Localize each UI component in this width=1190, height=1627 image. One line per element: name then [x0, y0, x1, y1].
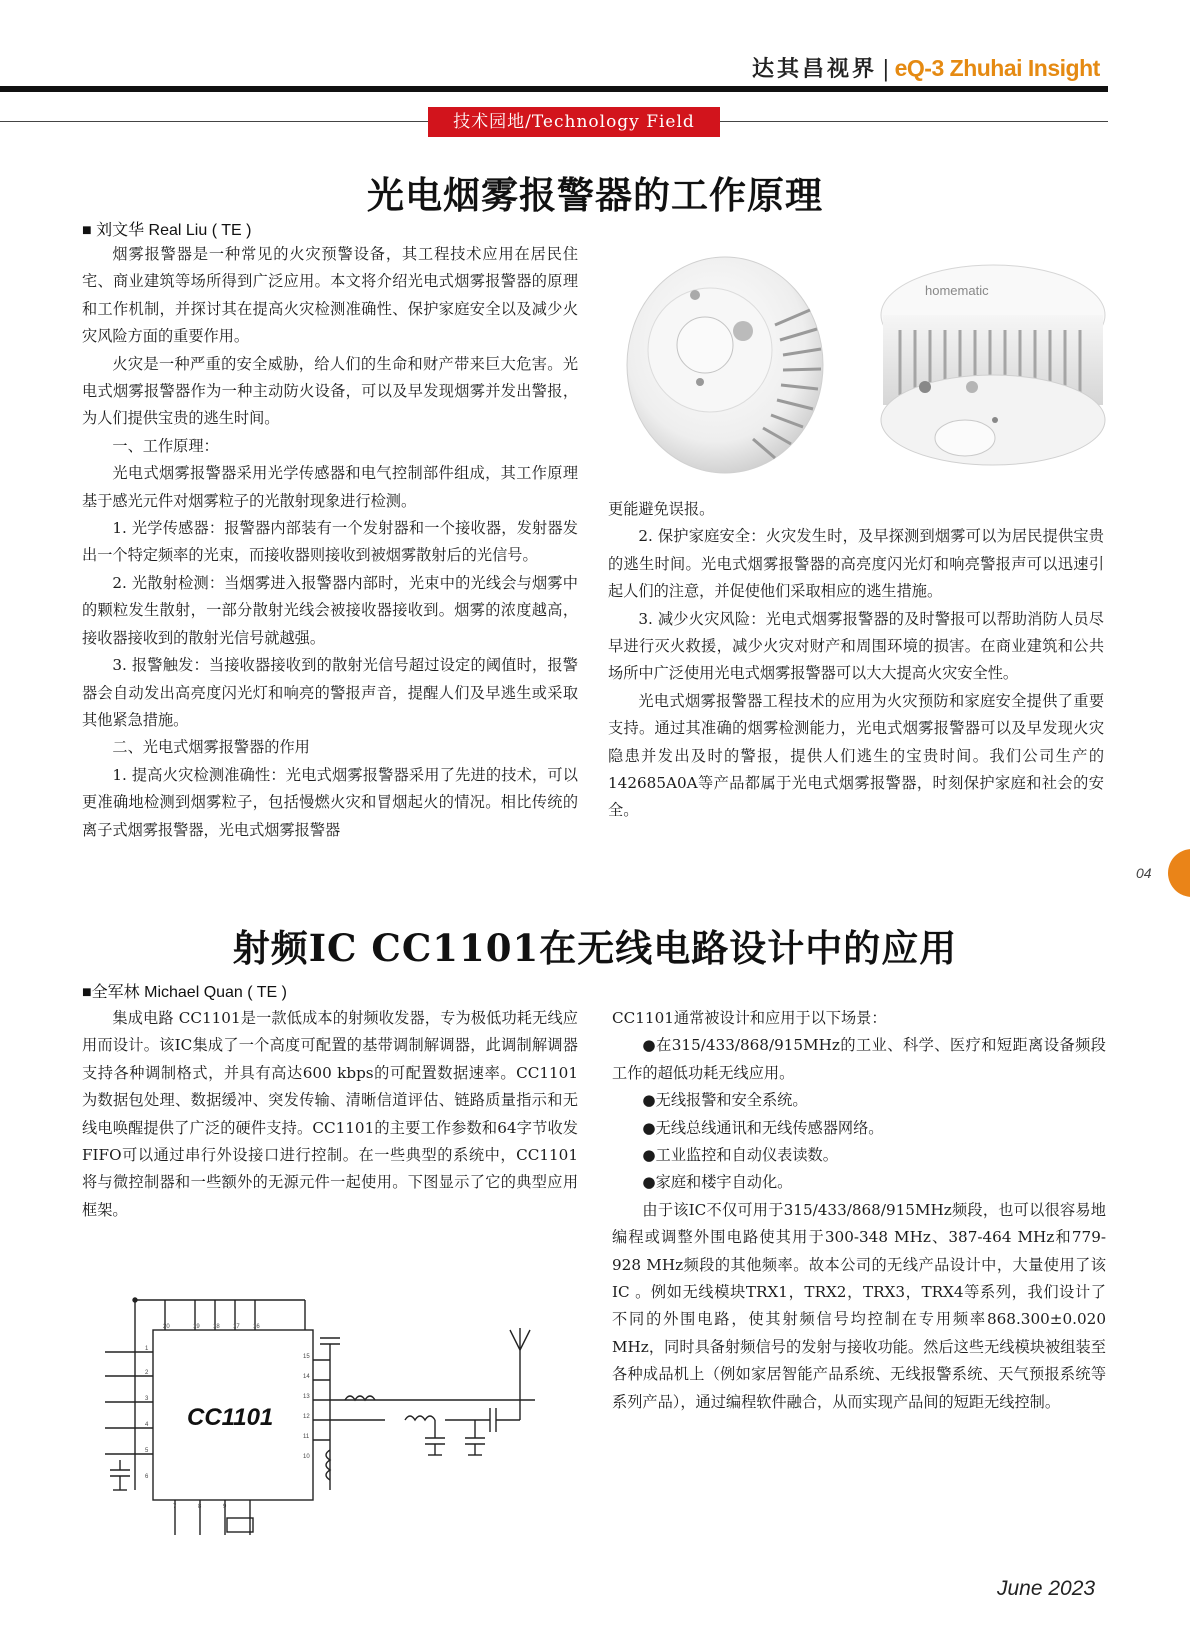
paragraph: 光电式烟雾报警器工程技术的应用为火灾预防和家庭安全提供了重要支持。通过其准确的烟雾检测能力，光电式烟雾报警器可以及早发现火灾隐患并发出及时的警报，提供人们逃生的宝贵时间。我们公司生产的142685A0A等产品都属于光电式烟雾报警器，时刻保护家庭和社会的安全。: [608, 691, 1104, 820]
pin-label: 6: [145, 1474, 149, 1480]
pin-label: 18: [213, 1324, 220, 1330]
paragraph: 更能避免误报。: [608, 500, 715, 518]
paragraph: 2. 光散射检测：当烟雾进入报警器内部时，光束中的光线会与烟雾中的颗粒发生散射，一部分散射光线会被接收器接收到。烟雾的浓度越高，接收器接收到的散射光信号就越强。: [82, 573, 578, 647]
product-brand-text: homematic: [925, 283, 989, 298]
issue-date: June 2023: [997, 1577, 1096, 1600]
pin-label: 17: [233, 1324, 240, 1330]
brand-english: eQ-3 Zhuhai Insight: [894, 55, 1100, 81]
bullet-item: ●无线报警和安全系统。: [642, 1091, 808, 1110]
circuit-schematic: [105, 1290, 565, 1535]
subheading: 二、光电式烟雾报警器的作用: [112, 738, 310, 757]
bullet-item: ●家庭和楼宇自动化。: [642, 1173, 793, 1192]
paragraph: 2. 保护家庭安全：火灾发生时，及早探测到烟雾可以为居民提供宝贵的逃生时间。光电式烟雾报警器的高亮度闪光灯和响亮警报声可以迅速引起人们的注意，并促使他们采取相应的逃生措施。: [608, 527, 1104, 601]
paragraph: 火灾是一种严重的安全威胁，给人们的生命和财产带来巨大危害。光电式烟雾报警器作为一种主动防火设备，可以及早发现烟雾并发出警报，为人们提供宝贵的逃生时间。: [82, 354, 578, 428]
article2-author: ■全军林 Michael Quan ( TE ): [82, 984, 287, 1001]
article1-title: 光电烟雾报警器的工作原理: [367, 173, 823, 217]
header-rule-thick: [0, 86, 1108, 92]
brand-separator: |: [882, 57, 890, 82]
pin-label: 2: [145, 1370, 149, 1376]
paragraph: 3. 报警触发：当接收器接收到的散射光信号超过设定的阈值时，报警器会自动发出高亮度闪光灯和响亮的警报声音，提醒人们及早逃生或采取其他紧急措施。: [82, 656, 578, 729]
paragraph: 烟雾报警器是一种常见的火灾预警设备，其工程技术应用在居民住宅、商业建筑等场所得到广泛应用。本文将介绍光电式烟雾报警器的原理和工作机制，并探讨其在提高火灾检测准确性、保护家庭安全以及减少火灾风险方面的重要作用。: [82, 245, 578, 346]
pin-label: 5: [145, 1448, 149, 1454]
article2-title: 射频IC CC1101在无线电路设计中的应用: [232, 926, 958, 970]
smoke-detector-photo: [625, 255, 1115, 495]
paragraph: CC1101通常被设计和应用于以下场景：: [612, 1009, 887, 1027]
cc1101-circuit-diagram: [105, 1290, 565, 1535]
pin-label: 9: [223, 1504, 227, 1510]
paragraph: 光电式烟雾报警器采用光学传感器和电气控制部件组成，其工作原理基于感光元件对烟雾粒子的光散射现象进行检测。: [82, 464, 578, 510]
page-number: 04: [1136, 865, 1152, 881]
paragraph: 1. 光学传感器：报警器内部装有一个发射器和一个接收器，发射器发出一个特定频率的光束，而接收器则接收到被烟雾散射后的光信号。: [82, 519, 578, 565]
pin-label: 12: [303, 1414, 310, 1420]
article1-author: ■ 刘文华 Real Liu ( TE ): [82, 222, 252, 239]
pin-label: 13: [303, 1394, 310, 1400]
pin-label: 3: [145, 1396, 149, 1402]
pin-label: 19: [193, 1324, 200, 1330]
bullet-item: ●工业监控和自动仪表读数。: [642, 1146, 838, 1165]
pin-label: 11: [303, 1434, 310, 1440]
article2-right-column: [612, 1005, 1106, 1416]
smoke-detector-image: [625, 255, 1115, 495]
page-tab: [1168, 849, 1190, 897]
paragraph: 3. 减少火灾风险：光电式烟雾报警器的及时警报可以帮助消防人员尽早进行灭火救援，减少火灾对财产和周围环境的损害。在商业建筑和公共场所中广泛使用光电式烟雾报警器可以大大提高火灾安全性。: [608, 609, 1104, 683]
article2-left-column: [82, 1005, 578, 1224]
bullet-item: ●在315/433/868/915MHz的工业、科学、医疗和短距离设备频段工作的超低功耗无线应用。: [612, 1036, 1106, 1082]
article1-right-column: [608, 496, 1104, 825]
pin-label: 1: [145, 1346, 149, 1352]
paragraph: 集成电路 CC1101是一款低成本的射频收发器，专为极低功耗无线应用而设计。该IC集成了一个高度可配置的基带调制解调器，此调制解调器支持各种调制格式，并具有高达600 kbps的可配置数据速率。CC1101为数据包处理、数据缓冲、突发传输、清晰信道评估、链路质量指示和无线电唤醒提供了广泛的硬件支持。CC1101的主要工作参数和64字节收发FIFO可以通过串行外设接口进行控制。在一些典型的系统中，CC1101将与微控制器和一些额外的无源元件一起使用。下图显示了它的典型应用框架。: [82, 1009, 578, 1219]
pin-label: 14: [303, 1374, 310, 1380]
pin-label: 15: [303, 1354, 310, 1360]
section-label: 技术园地/Technology Field: [428, 107, 720, 137]
article1-left-column: [82, 241, 578, 844]
pin-label: 8: [198, 1504, 202, 1510]
pin-label: 10: [303, 1454, 310, 1460]
bullet-item: ●无线总线通讯和无线传感器网络。: [642, 1118, 884, 1137]
pin-label: 7: [173, 1504, 177, 1510]
brand-chinese: 达其昌视界: [752, 56, 878, 82]
chip-label: CC1101: [187, 1404, 274, 1431]
paragraph: 1. 提高火灾检测准确性：光电式烟雾报警器采用了先进的技术，可以更准确地检测到烟雾粒子，包括慢燃火灾和冒烟起火的情况。相比传统的离子式烟雾报警器，光电式烟雾报警器: [82, 765, 578, 839]
pin-label: 16: [253, 1324, 260, 1330]
pin-label: 4: [145, 1422, 149, 1428]
pin-label: 20: [163, 1324, 170, 1330]
subheading: 一、工作原理：: [112, 436, 219, 455]
paragraph: 由于该IC不仅可用于315/433/868/915MHz频段，也可以很容易地编程或调整外围电路使其用于300-348 MHz、387-464 MHz和779-928 MHz频段的其他频率。故本公司的无线产品设计中，大量使用了该IC 。例如无线模块TRX1，TRX2，TRX3，TRX4等系列，我们设计了不同的外围电路，使其射频信号均控制在专用频率868.300±0.020 MHz，同时具备射频信号的发射与接收功能。然后这些无线模块被组装至各种成品机上（例如家居智能产品系统、无线报警系统、天气预报系统等系列产品），通过编程软件融合，从而实现产品间的短距无线控制。: [612, 1200, 1106, 1411]
masthead: [752, 52, 1112, 84]
